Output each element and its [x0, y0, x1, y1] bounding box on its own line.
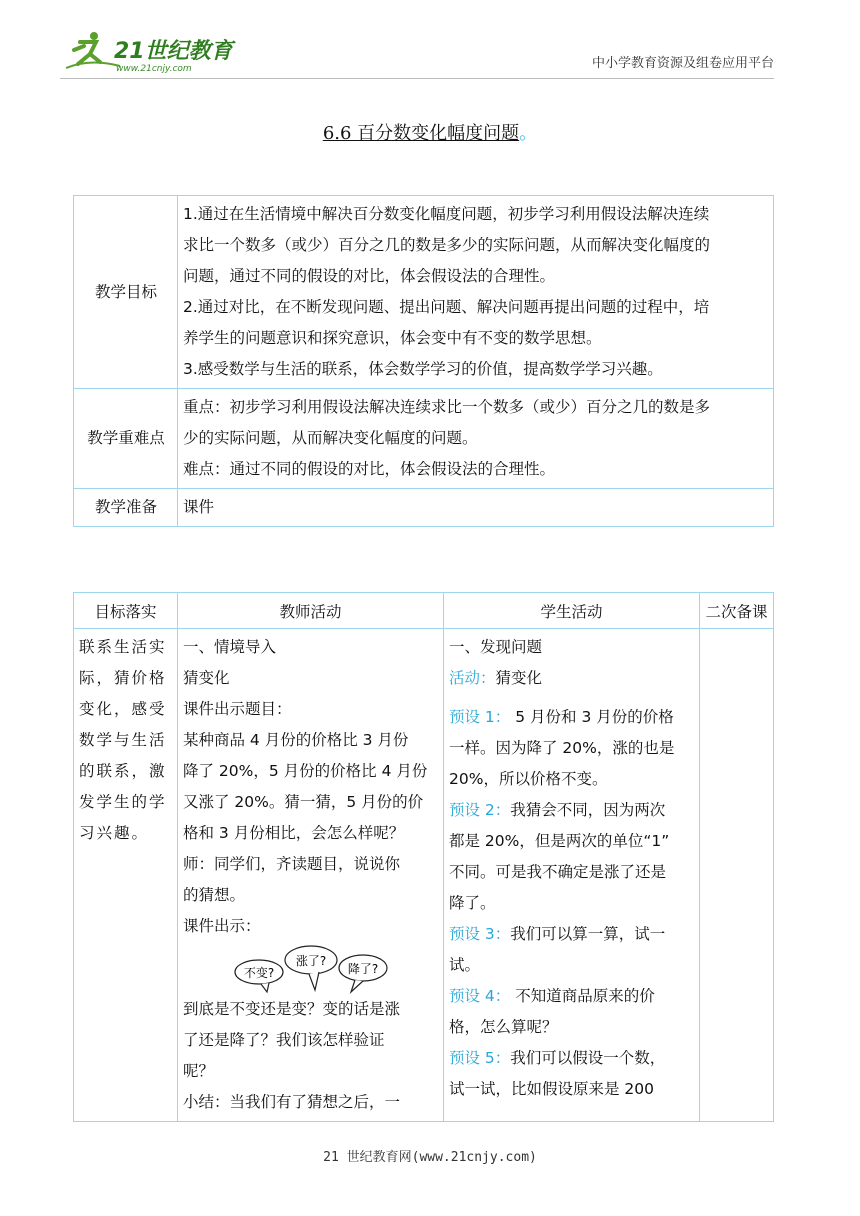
activity-row [74, 629, 774, 1122]
teacher-line: 课件出示： [183, 917, 261, 935]
preset-tag: 预设 1： [449, 708, 511, 726]
preset-block [449, 795, 695, 919]
teacher-line: 一、情境导入 [183, 638, 277, 656]
header-goal: 目标落实 [74, 593, 178, 629]
goal-line: 3.感受数学与生活的联系，体会数学学习的价值，提高数学学习兴趣。 [183, 360, 663, 378]
logo-sub-text: www.21cnjy.com [116, 64, 192, 74]
goal-impl-line: 联系生活实 [79, 638, 167, 656]
goal-impl-line: 变化，感受 [79, 700, 167, 718]
preparation-label: 教学准备 [74, 489, 178, 527]
goal-impl-line: 习兴趣。 [79, 824, 150, 842]
preset-block [449, 919, 695, 981]
platform-name: 中小学教育资源及组卷应用平台 [591, 56, 774, 71]
preset-line: 5 月份和 3 月份的价格 [510, 708, 674, 726]
preset-line: 我猜会不同，因为两次 [510, 801, 666, 819]
goal-label: 教学目标 [74, 196, 178, 389]
activity-text: 猜变化 [495, 669, 543, 687]
site-logo [60, 28, 260, 76]
teacher-line: 又涨了 20%。猜一猜，5 月份的价 [183, 793, 424, 811]
speech-bubble-icon [339, 955, 387, 992]
document-title [0, 119, 860, 145]
key-line: 难点：通过不同的假设的对比，体会假设法的合理性。 [183, 460, 556, 478]
header-divider [60, 78, 774, 79]
preset-block [449, 981, 695, 1043]
teacher-line: 某种商品 4 月份的价格比 3 月份 [183, 731, 409, 749]
preset-block [449, 702, 695, 795]
student-heading: 一、发现问题 [449, 638, 543, 656]
preset-line: 不知道商品原来的价 [510, 987, 655, 1005]
header-teacher: 教师活动 [178, 593, 444, 629]
preparation-row [74, 489, 774, 527]
teacher-line: 格和 3 月份相比，会怎么样呢？ [183, 824, 405, 842]
logo-main-text: 21世纪教育 [114, 39, 233, 64]
preset-tag: 预设 4： [449, 987, 511, 1005]
teacher-line: 到底是不变还是变？变的话是涨 [183, 1000, 401, 1018]
bubble-text: 不变? [243, 966, 275, 980]
goal-content [178, 196, 774, 389]
preset-tag: 预设 5： [449, 1049, 511, 1067]
teacher-line: 课件出示题目： [183, 700, 292, 718]
header-student: 学生活动 [444, 593, 700, 629]
teacher-line: 师：同学们，齐读题目，说说你 [183, 855, 401, 873]
title-text: 6.6 百分数变化幅度问题 [322, 123, 520, 144]
teacher-activity-cell [178, 629, 444, 1122]
teacher-line: 降了 20%，5 月份的价格比 4 月份 [183, 762, 428, 780]
goal-impl-line: 发学生的学 [79, 793, 167, 811]
teacher-line: 呢？ [183, 1062, 215, 1080]
speech-bubble-icon [285, 946, 337, 990]
goal-line: 问题，通过不同的假设的对比，体会假设法的合理性。 [183, 267, 556, 285]
key-points-row [74, 389, 774, 489]
preset-line: 降了。 [449, 894, 496, 912]
preset-line: 一样。因为降了 20%，涨的也是 [449, 739, 675, 757]
preset-tag: 预设 2： [449, 801, 511, 819]
goal-impl-line: 际，猜价格 [79, 669, 167, 687]
page-footer: 21 世纪教育网(www.21cnjy.com) [323, 1150, 537, 1165]
speech-bubble-icon [235, 960, 283, 992]
teacher-line: 小结：当我们有了猜想之后，一 [183, 1093, 401, 1111]
teacher-line: 猜变化 [183, 669, 230, 687]
runner-icon [66, 32, 120, 68]
lesson-info-table [73, 195, 774, 527]
preparation-value: 课件 [178, 489, 774, 527]
preset-line: 格，怎么算呢？ [449, 1018, 558, 1036]
activity-tag: 活动： [449, 669, 496, 687]
preset-line: 不同。可是我不确定是涨了还是 [449, 863, 667, 881]
title-trailing-mark: 。 [519, 123, 538, 144]
activity-table [73, 592, 774, 1122]
bubble-text: 降了? [347, 962, 379, 976]
student-activity-line [449, 663, 695, 694]
goal-impl-line: 的联系，激 [79, 762, 167, 780]
key-line: 少的实际问题，从而解决变化幅度的问题。 [183, 429, 478, 447]
goal-line: 养学生的问题意识和探究意识，体会变中有不变的数学思想。 [183, 329, 602, 347]
teacher-line: 的猜想。 [183, 886, 246, 904]
activity-header-row [74, 593, 774, 629]
key-points-content [178, 389, 774, 489]
bubble-text: 涨了? [295, 954, 327, 968]
preset-line: 我们可以算一算，试一 [510, 925, 666, 943]
goal-implementation-cell [74, 629, 178, 1122]
goal-line: 1.通过在生活情境中解决百分数变化幅度问题，初步学习利用假设法解决连续 [183, 205, 710, 223]
preset-tag: 预设 3： [449, 925, 511, 943]
goal-line: 求比一个数多（或少）百分之几的数是多少的实际问题，从而解决变化幅度的 [183, 236, 711, 254]
teacher-line: 了还是降了？我们该怎样验证 [183, 1031, 385, 1049]
key-line: 重点：初步学习利用假设法解决连续求比一个数多（或少）百分之几的数是多 [183, 398, 711, 416]
goal-row [74, 196, 774, 389]
second-prep-cell [700, 629, 774, 1122]
preset-line: 20%，所以价格不变。 [449, 770, 608, 788]
preset-line: 都是 20%，但是两次的单位“1” [449, 832, 670, 850]
key-points-label: 教学重难点 [74, 389, 178, 489]
preset-line: 我们可以假设一个数， [510, 1049, 666, 1067]
goal-impl-line: 数学与生活 [79, 731, 167, 749]
guess-bubbles-illustration [183, 942, 439, 994]
goal-line: 2.通过对比，在不断发现问题、提出问题、解决问题再提出问题的过程中，培 [183, 298, 710, 316]
header-second-prep: 二次备课 [700, 593, 774, 629]
preset-block [449, 1043, 695, 1105]
preset-line: 试一试，比如假设原来是 200 [449, 1080, 655, 1098]
preset-line: 试。 [449, 956, 481, 974]
student-activity-cell [444, 629, 700, 1122]
